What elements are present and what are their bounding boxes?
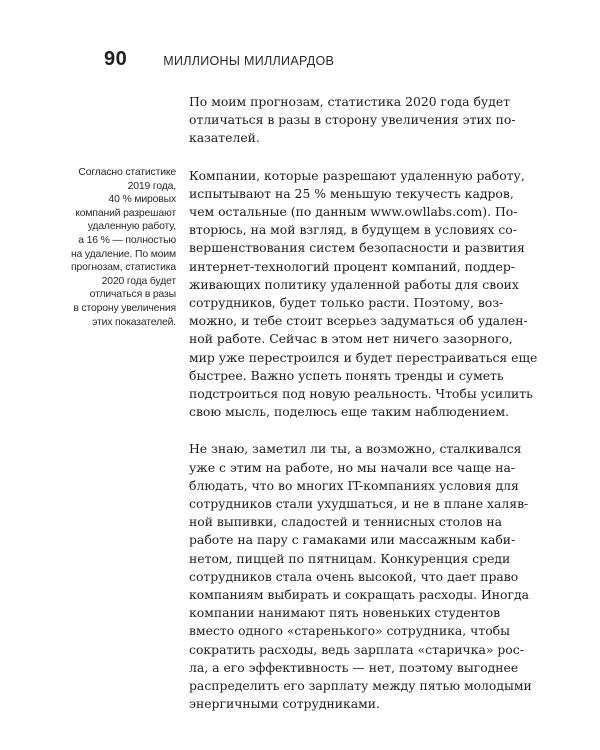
margin-note-line: отличаться в разы [89, 289, 176, 301]
page-number: 90 [104, 48, 128, 70]
text-line: сократить расходы, ведь зарплата «старичка» рос- [189, 641, 524, 657]
body-text [189, 93, 538, 714]
text-line: компании нанимают пять новеньких студентов [189, 605, 501, 621]
paragraph-forecast [189, 93, 516, 148]
margin-note-line: удаленную работу, [87, 221, 176, 233]
text-line: сотрудников, будет только расти. Поэтому, воз- [189, 295, 504, 311]
text-line: вершенствования систем безопасности и развития [189, 240, 525, 256]
text-line: уже с этим на работе, но мы начали все чаще на- [189, 459, 516, 475]
text-line: Компании, которые разрешают удаленную работу, [189, 167, 525, 183]
text-line: казателей. [189, 130, 260, 146]
margin-note-line: прогнозам, статистика [71, 262, 176, 274]
text-line: Не знаю, заметил ли ты, а возможно, сталкивался [189, 441, 522, 457]
margin-note-line: 40 % мировых [108, 194, 176, 206]
text-line: вместо одного «старенького» сотрудника, чтобы [189, 623, 511, 639]
text-line: сотрудников стали ухудшаться, и не в плане халяв- [189, 496, 529, 512]
text-line: свою мысль, поделюсь еще таким наблюдением. [189, 404, 510, 420]
margin-note-line: этих показателей. [92, 316, 176, 328]
text-line: ла, а его эффективность — нет, поэтому выгоднее [189, 659, 519, 675]
margin-note [60, 166, 176, 329]
paragraph-it-companies [189, 440, 532, 713]
text-line: сотрудников стала очень высокой, что дает право [189, 568, 519, 584]
margin-note-line: на удаление. По моим [70, 248, 176, 260]
text-line: подстроиться под новую реальность. Чтобы усилить [189, 386, 533, 402]
text-line: мир уже перестроился и будет перестраиваться еще [189, 349, 538, 365]
margin-note-line: в сторону увеличения [73, 302, 176, 314]
text-line: нетом, пиццей по пятницам. Конкуренция среди [189, 550, 511, 566]
running-title: МИЛЛИОНЫ МИЛЛИАРДОВ [163, 54, 335, 68]
text-line: испытывают на 25 % меньшую текучесть кадров, [189, 185, 514, 201]
text-line: компаниям выбирать и сокращать расходы. Иногда [189, 587, 530, 603]
paragraph-remote-work [189, 167, 538, 422]
text-line: распределить его зарплату между пятью молодыми [189, 678, 532, 694]
text-line: интернет-технологий процент компаний, поддер- [189, 258, 516, 274]
text-line: блюдать, что во многих IT-компаниях условия для [189, 477, 519, 493]
page-header [104, 48, 334, 71]
margin-note-line: а 16 % — полностью [78, 234, 176, 246]
margin-note-line: 2019 года, [127, 180, 176, 192]
text-line: можно, и тебе стоит всерьез задуматься об удален- [189, 313, 528, 329]
margin-note-line: 2020 года будет [101, 275, 176, 287]
text-line: ной выпивки, сладостей и теннисных столов на [189, 514, 503, 530]
text-line: быстрее. Важно успеть понять тренды и суметь [189, 367, 504, 383]
text-line: По моим прогнозам, статистика 2020 года будет [189, 94, 511, 109]
margin-note-line: Согласно статистике [78, 167, 176, 178]
text-line: живающих политику удаленной работы для своих [189, 276, 519, 292]
text-line: работе на пару с гамаками или массажным каби- [189, 532, 516, 548]
text-line: ной работе. Сейчас в этом нет ничего зазорного, [189, 331, 513, 347]
text-line: энергичными сотрудниками. [189, 696, 380, 712]
text-line: вторюсь, на мой взгляд, в будущем в условиях со- [189, 222, 517, 238]
margin-note-line: компаний разрешают [75, 207, 176, 219]
text-line: чем остальные (по данным www.owllabs.com). По- [189, 204, 518, 220]
text-line: отличаться в разы в сторону увеличения этих по- [189, 112, 516, 128]
